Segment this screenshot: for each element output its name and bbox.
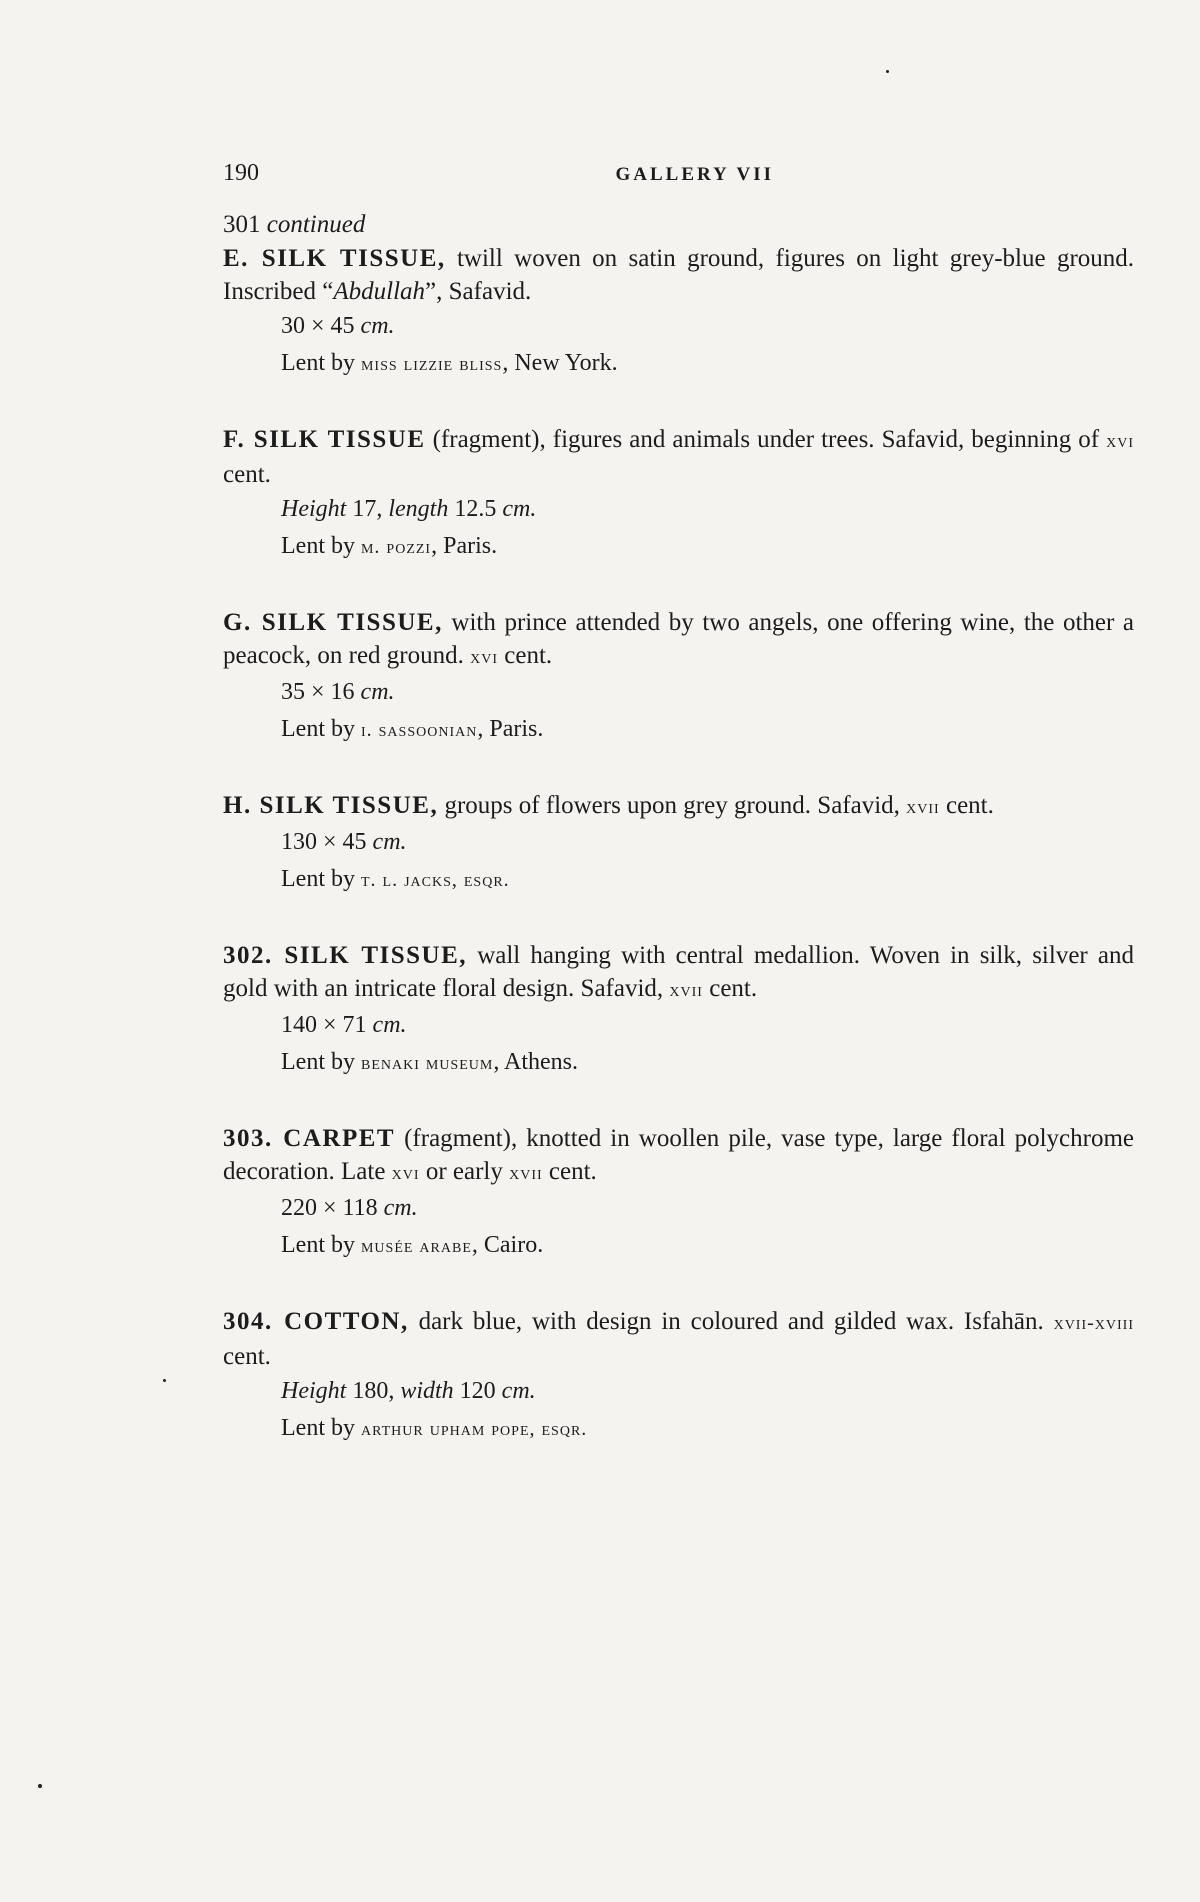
continued-label: continued bbox=[266, 211, 366, 238]
entry-dimensions: 220 × 118 cm. bbox=[281, 1195, 418, 1221]
entry-label: F. SILK TISSUE bbox=[223, 426, 426, 453]
entry-description: 302. SILK TISSUE, wall hanging with central medallion. Woven in silk, silver and gold with an intricate floral design. Safavid, xvii cent. bbox=[223, 942, 1134, 1002]
catalogue-entry-h bbox=[223, 789, 1134, 897]
entry-label: 304. COTTON, bbox=[223, 1308, 409, 1335]
catalogue-entry-e bbox=[223, 242, 1134, 381]
entry-dimensions: 35 × 16 cm. bbox=[281, 679, 395, 705]
entry-description: F. SILK TISSUE (fragment), figures and animals under trees. Safavid, beginning of xvi cent. bbox=[223, 426, 1135, 488]
entry-label: 302. SILK TISSUE, bbox=[223, 942, 468, 969]
entry-lender: Lent by m. pozzi, Paris. bbox=[281, 533, 498, 559]
entry-label: E. SILK TISSUE, bbox=[223, 245, 446, 272]
catalogue-page bbox=[223, 160, 1134, 1488]
entry-dimensions: Height 17, length 12.5 cm. bbox=[281, 496, 537, 522]
paper-speck bbox=[38, 1784, 42, 1788]
page-number: 190 bbox=[223, 160, 259, 186]
entry-lender: Lent by musée arabe, Cairo. bbox=[281, 1232, 544, 1258]
catalogue-entry-303 bbox=[223, 1122, 1134, 1263]
entry-dimensions: 130 × 45 cm. bbox=[281, 829, 407, 855]
entry-lender: Lent by arthur upham pope, esqr. bbox=[281, 1415, 588, 1441]
entry-lender: Lent by miss lizzie bliss, New York. bbox=[281, 350, 618, 376]
entry-label: 303. CARPET bbox=[223, 1125, 396, 1152]
running-header bbox=[223, 160, 1134, 200]
paper-speck bbox=[886, 70, 889, 73]
entry-description: G. SILK TISSUE, with prince attended by two angels, one offering wine, the other a peacock, on red ground. xvi cent. bbox=[223, 609, 1134, 669]
paper-speck bbox=[163, 1379, 166, 1382]
catalogue-entry-g bbox=[223, 606, 1134, 747]
entry-dimensions: 140 × 71 cm. bbox=[281, 1012, 407, 1038]
gallery-title: GALLERY VII bbox=[615, 164, 774, 185]
entry-lender: Lent by t. l. jacks, esqr. bbox=[281, 866, 510, 892]
catalogue-entry-f bbox=[223, 423, 1134, 564]
entry-dimensions: 30 × 45 cm. bbox=[281, 313, 395, 339]
catalogue-entry-304 bbox=[223, 1305, 1134, 1446]
entry-description: 304. COTTON, dark blue, with design in coloured and gilded wax. Isfahān. xvii-xviii cent. bbox=[223, 1308, 1134, 1370]
entry-dimensions: Height 180, width 120 cm. bbox=[281, 1378, 536, 1404]
continued-line bbox=[223, 208, 1134, 242]
entry-lender: Lent by i. sassoonian, Paris. bbox=[281, 716, 544, 742]
catalogue-entry-302 bbox=[223, 939, 1134, 1080]
entry-label: H. SILK TISSUE, bbox=[223, 792, 439, 819]
entry-lender: Lent by benaki museum, Athens. bbox=[281, 1049, 578, 1075]
entry-description: E. SILK TISSUE, twill woven on satin ground, figures on light grey-blue ground. Inscribed “Abdullah”, Safavid. bbox=[223, 245, 1135, 305]
entry-description: H. SILK TISSUE, groups of flowers upon grey ground. Safavid, xvii cent. bbox=[223, 792, 994, 819]
continued-number: 301 bbox=[223, 211, 261, 238]
entry-description: 303. CARPET (fragment), knotted in woollen pile, vase type, large floral polychrome decoration. Late xvi or early xvii cent. bbox=[223, 1125, 1134, 1185]
entry-label: G. SILK TISSUE, bbox=[223, 609, 443, 636]
